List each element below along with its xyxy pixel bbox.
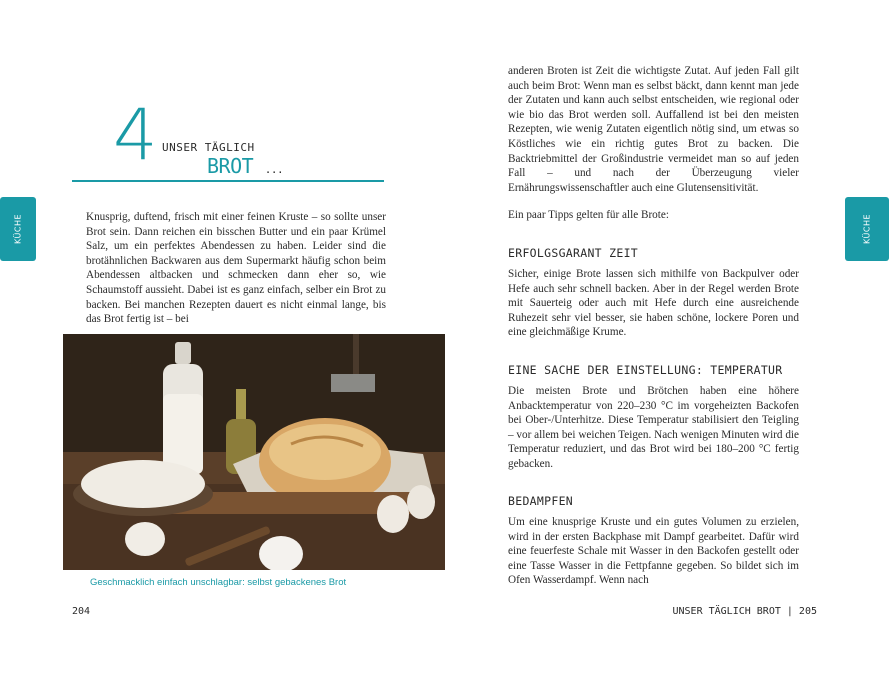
chapter-title-text: BROT bbox=[207, 154, 254, 178]
chapter-title-ellipsis: ... bbox=[264, 163, 284, 176]
section-tab-right bbox=[845, 197, 889, 261]
page-number-left: 204 bbox=[72, 606, 91, 617]
continued-text: anderen Broten ist Zeit die wichtigste Zutat. Auf jeden Fall gilt auch beim Brot: Wenn man es selbst bäckt, dann kennt man jede der Zutaten und kann auch selbst entscheiden, wie regional oder wie bio das Brot werden soll. Auffallend ist bei den meisten Rezepten, wie wenig Zutaten eigentlich nötig sind, um etwas so Köstliches wie ein richtig gutes Brot zu backen. Die Backtriebmittel der Großindustrie vermeidet man so auf jeden Fall – und nach der Überzeugung vieler Ernährungswissenschaftler auch eine Glutensensitivität. bbox=[508, 65, 799, 194]
section-paragraph bbox=[508, 515, 799, 588]
section-tab-left bbox=[0, 197, 36, 261]
section-heading: ERFOLGSGARANT ZEIT bbox=[508, 246, 639, 260]
tips-intro bbox=[508, 208, 799, 223]
section-paragraph bbox=[508, 267, 799, 340]
bread-photo-illustration bbox=[63, 334, 445, 570]
section-tab-label: KÜCHE bbox=[862, 213, 872, 245]
chapter-title bbox=[207, 154, 283, 178]
bread-photo bbox=[63, 334, 445, 570]
section-text: Sicher, einige Brote lassen sich mithilfe von Backpulver oder Hefe auch sehr schnell backen. Aber in der Regel werden Brote mit Sauerteig oder auch mit Hefe durch eine ausreichende Ruhezeit sehr viel besser, sie haben schöne, lockere Poren und eine gleichmäßige Krume. bbox=[508, 268, 799, 339]
running-footer-right: UNSER TÄGLICH BROT | 205 bbox=[672, 606, 817, 617]
intro-text: Knusprig, duftend, frisch mit einer feinen Kruste – so sollte unser Brot sein. Dann reichen ein bisschen Butter und ein paar Krümel Salz, um ein perfektes Abendessen zu haben. Leider sind die brotähnlichen Backwaren aus dem Supermarkt häufig schon beim Abendessen altbacken und schmecken dann eher so, wie Schaumstoff aussieht. Dabei ist es ganz einfach, selber ein Brot zu backen. Bei manchen Rezepten dauert es nicht einmal lange, bis das Brot fertig ist – bei bbox=[86, 211, 386, 326]
section-paragraph bbox=[508, 384, 799, 472]
chapter-number: 4 bbox=[113, 94, 158, 176]
intro-paragraph bbox=[86, 210, 386, 327]
tips-intro-text: Ein paar Tipps gelten für alle Brote: bbox=[508, 209, 669, 221]
section-text: Die meisten Brote und Brötchen haben eine höhere Anbacktemperatur von 220–230 °C im vorgeheizten Backofen bei Ober-/Unterhitze. Diese Temperatur stabilisiert den Teigling – vor allem bei weichen Teigen. Nach wenigen Minuten wird die Temperatur reduziert, und das Brot wird bei 180–200 °C fertig gebacken. bbox=[508, 385, 799, 470]
section-heading: BEDAMPFEN bbox=[508, 494, 574, 508]
section-heading: EINE SACHE DER EINSTELLUNG: TEMPERATUR bbox=[508, 363, 783, 377]
chapter-subtitle: UNSER TÄGLICH bbox=[162, 141, 255, 154]
section-text: Um eine knusprige Kruste und ein gutes Volumen zu erzielen, wird in der ersten Backphase mit Dampf gearbeitet. Dafür wird eine feuerfeste Schale mit Wasser in den Backofen gestellt oder eine Tasse Wasser in die Fettpfanne gegeben. So bildet sich im Ofen Wasserdampf. Wenn nach bbox=[508, 516, 799, 587]
section-tab-label: KÜCHE bbox=[13, 213, 23, 245]
chapter-rule bbox=[72, 180, 384, 182]
photo-caption: Geschmacklich einfach unschlagbar: selbst gebackenes Brot bbox=[90, 577, 347, 588]
continued-paragraph bbox=[508, 64, 799, 195]
